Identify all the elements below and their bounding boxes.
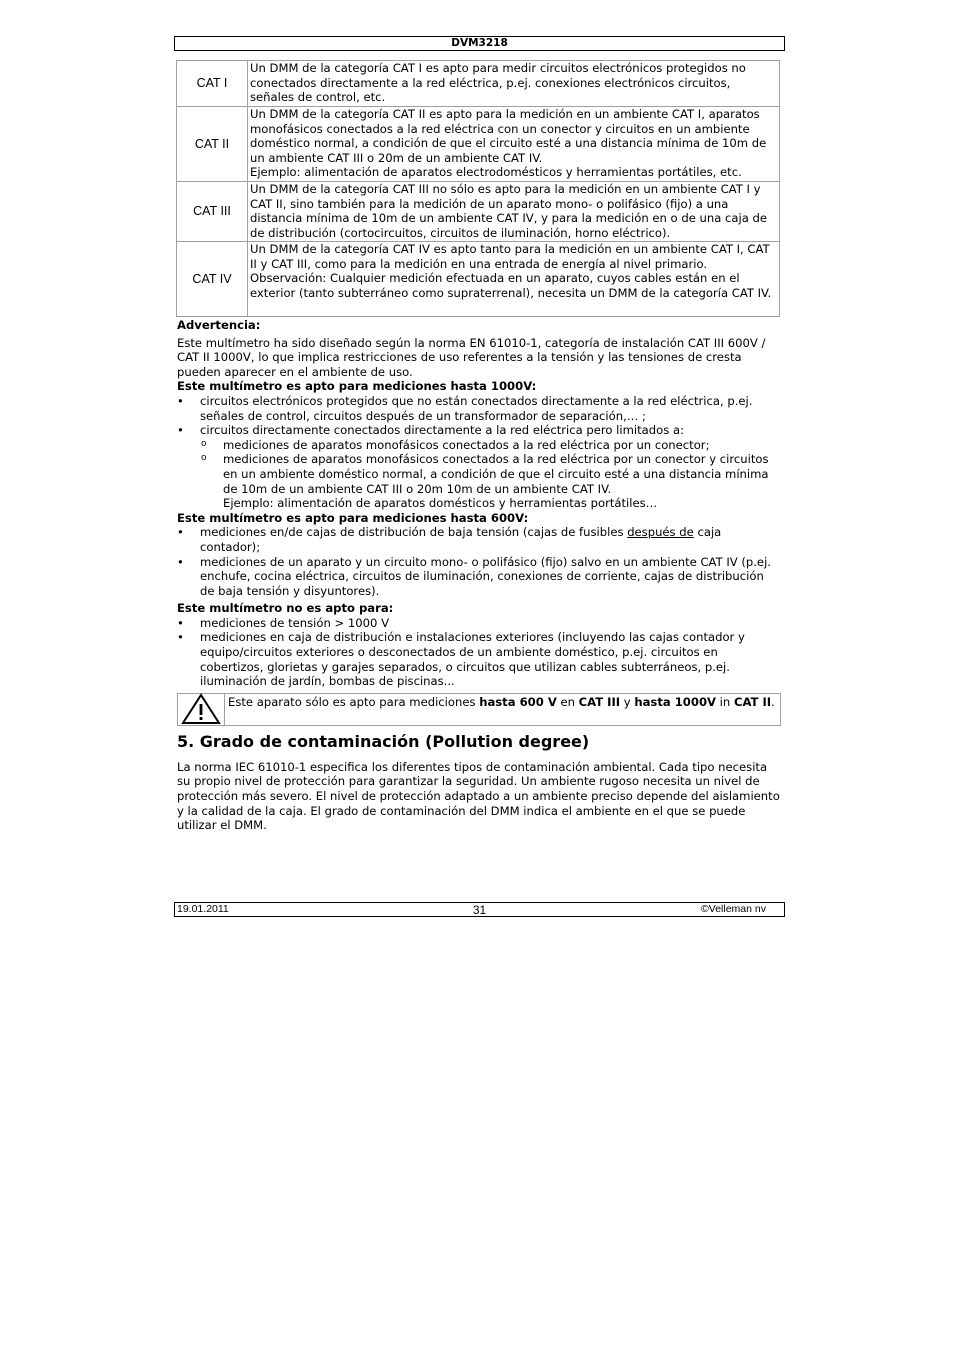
list-1000v [177, 394, 781, 511]
cat-description-text: Un DMM de la categoría CAT II es apto para la medición en un ambiente CAT I, aparatos monofásicos conectados a la red eléctrica con un conector y circuitos en un ambiente doméstico normal, a condición de que el circuito esté a una distancia mínima de 10m de un ambiente CAT III o 20m de un ambiente CAT IV. [250, 107, 767, 165]
list-item: • mediciones de tensión > 1000 V [177, 616, 781, 631]
cat-example: Ejemplo: alimentación de aparatos electrodomésticos y herramientas portátiles, etc. [250, 165, 742, 180]
warning-triangle-icon [178, 694, 225, 725]
document-footer [174, 902, 785, 917]
table-row [177, 242, 780, 317]
cat-label: CAT II [177, 107, 248, 182]
cat-description: Un DMM de la categoría CAT I es apto para medir circuitos electrónicos protegidos no conectados directamente a la red eléctrica, p.ej. conexiones electrónicos circuitos, señales de control, etc. [248, 61, 780, 107]
cat-label: CAT III [177, 182, 248, 242]
cat-description-text: Un DMM de la categoría CAT IV es apto tanto para la medición en un ambiente CAT I, CAT II y CAT III, como para la medición en una entrada de energía al nivel primario. [250, 242, 770, 271]
list-item: • mediciones de un aparato y un circuito mono- o polifásico (fijo) salvo en un ambiente CAT IV (p.ej. enchufe, cocina eléctrica, circuitos de iluminación, conexiones de corriente, cajas de distribución de baja tensión y disyuntores). [177, 555, 781, 599]
cat-label: CAT IV [177, 242, 248, 317]
list-600v [177, 525, 781, 598]
main-content [177, 318, 781, 833]
list-item [177, 423, 781, 511]
table-row [177, 182, 780, 242]
cat-description [248, 242, 780, 317]
list-item: • circuitos electrónicos protegidos que no están conectados directamente a la red eléctrica, p.ej. señales de control, circuitos después de un transformador de separación,… ; [177, 394, 781, 423]
list-item: o mediciones de aparatos monofásicos conectados a la red eléctrica por un conector; [200, 438, 781, 453]
list-item: • mediciones en caja de distribución e instalaciones exteriores (incluyendo las cajas contador y equipo/circuitos exteriores o desconectados de un ambiente doméstico, p.ej. circuitos en cobertizos, glorietas y garajes separados, o circuitos que utilizan cables subterráneos, p.ej. iluminación de jardín, bombas de piscinas... [177, 630, 781, 688]
list-item-text: circuitos directamente conectados directamente a la red eléctrica pero limitados a: [200, 423, 684, 438]
footer-date: 19.01.2011 [177, 903, 229, 915]
document-header [174, 36, 785, 51]
cat-description [248, 107, 780, 182]
section-600v-heading: Este multímetro es apto para mediciones hasta 600V: [177, 510, 529, 525]
section-1000v-heading: Este multímetro es apto para mediciones hasta 1000V: [177, 379, 537, 394]
model-title: DVM3218 [451, 37, 508, 49]
warning-heading: Advertencia: [177, 318, 261, 332]
cat-description: Un DMM de la categoría CAT III no sólo es apto para la medición en un ambiente CAT I y CAT II, sino también para la medición de un aparato mono- o polifásico (fijo) a una distancia mínima de 10m de un ambiente CAT IV, y para la medición en o de una caja de de distribución (cortocircuitos, circuitos de iluminación, horno eléctrico). [248, 182, 780, 242]
table-row [177, 61, 780, 107]
list-item-text: o mediciones de aparatos monofásicos conectados a la red eléctrica por un conector y circuitos en un ambiente doméstico normal, a condición de que el circuito esté a una distancia mínima de 10m de un ambiente CAT III o 20m 10m de un ambiente CAT IV. [223, 452, 769, 496]
warning-text: Este multímetro ha sido diseñado según la norma EN 61010-1, categoría de instalación CAT III 600V / CAT II 1000V, lo que implica restricciones de uso referentes a la tensión y las tensiones de cresta pueden aparecer en el ambiente de uso. [177, 335, 766, 379]
list-item-example: Ejemplo: alimentación de aparatos domésticos y herramientas portátiles… [223, 496, 658, 511]
list-not-suitable [177, 616, 781, 689]
sublist-1000v [200, 438, 781, 511]
list-item-text: mediciones en/de cajas de distribución de baja tensión (cajas de fusibles [200, 525, 628, 540]
cat-label: CAT I [177, 61, 248, 107]
category-table [176, 60, 780, 317]
section-5-text: La norma IEC 61010-1 especifica los diferentes tipos de contaminación ambiental. Cada tipo necesita su propio nivel de protección para garantizar la seguridad. Un ambiente rugoso necesita un nivel de protección más severo. El nivel de protección adaptado a un ambiente preciso depende del aislamiento y la calidad de la caja. El grado de contaminación del DMM indica el ambiente en el que se puede utilizar el DMM. [177, 759, 780, 833]
list-item [177, 525, 781, 554]
underlined-text: después de [627, 525, 694, 540]
not-suitable-heading: Este multímetro no es apto para: [177, 601, 394, 616]
section-5-title: 5. Grado de contaminación (Pollution degree) [177, 731, 590, 751]
footer-copyright: ©Velleman nv [701, 903, 766, 915]
cat-observation: Observación: Cualquier medición efectuada en un aparato, cuyos cables están en el exterior (tanto subterráneo como supraterrenal), necesita un DMM de la categoría CAT IV. [250, 271, 772, 300]
table-row [177, 107, 780, 182]
list-item-text: caja contador); [200, 525, 722, 554]
notice-box [177, 693, 781, 726]
list-item [200, 452, 781, 510]
notice-text: Este aparato sólo es apto para mediciones hasta 600 V en CAT III y hasta 1000V in CAT II. [228, 694, 775, 709]
page-number: 31 [472, 903, 487, 917]
